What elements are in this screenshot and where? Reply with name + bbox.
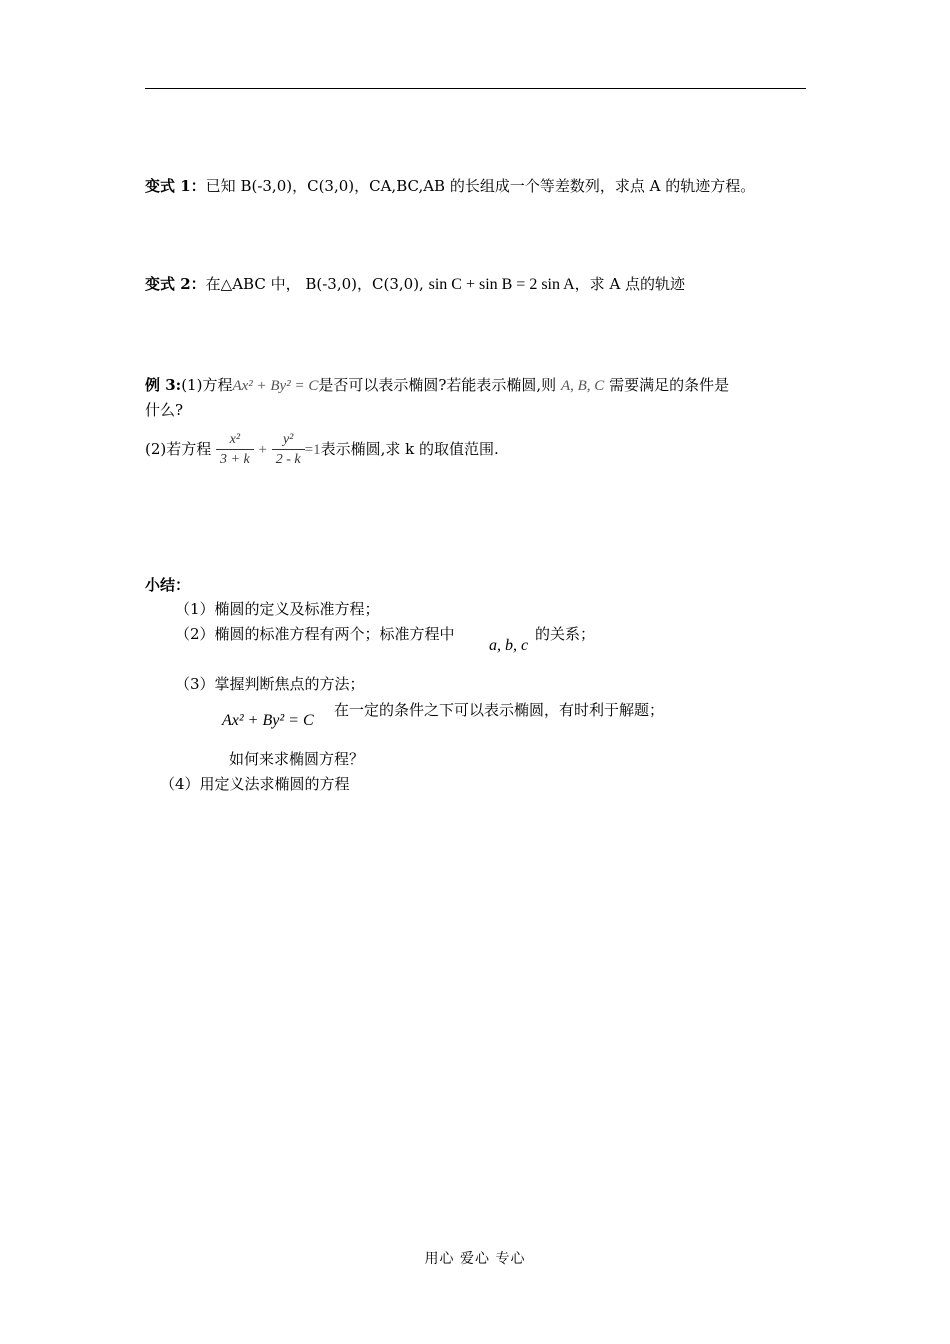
example3-part1-prefix: (1)方程 xyxy=(181,376,233,394)
example3-part2-prefix: (2)若方程 xyxy=(145,440,212,458)
summary-item2-prefix: （2）椭圆的标准方程有两个；标准方程中 xyxy=(175,625,455,643)
summary-question: 如何来求椭圆方程？ xyxy=(229,750,365,768)
fraction-y-numerator: y² xyxy=(282,431,294,447)
summary-item3-text: 在一定的条件之下可以表示椭圆，有时利于解题； xyxy=(334,701,665,719)
fraction-x-numerator: x² xyxy=(229,431,241,447)
summary-item4: （4）用定义法求椭圆的方程 xyxy=(160,775,350,793)
summary-item2-suffix: 的关系； xyxy=(535,625,596,643)
example3-label: 例 3: xyxy=(145,376,182,394)
variant2-text: 在△ABC 中， B(-3,0)，C(3,0), xyxy=(205,275,424,293)
variant1-label: 变式 1： xyxy=(145,177,206,195)
fraction-x xyxy=(216,431,254,470)
summary-item2 xyxy=(175,624,455,644)
example3-line1b xyxy=(145,400,183,420)
page-footer: 用心 爱心 专心 xyxy=(424,1251,526,1267)
example3-part1-vars: A, B, C xyxy=(560,378,605,394)
variant2-text-after: ，求 A 点的轨迹 xyxy=(574,275,686,293)
summary-title: 小结： xyxy=(145,576,191,594)
variant2-formula: sin C + sin B = 2 sin A xyxy=(428,276,575,293)
header-rule xyxy=(145,88,806,89)
example3-part2-suffix: 表示椭圆,求 k 的取值范围. xyxy=(320,440,499,458)
equals-one: =1 xyxy=(304,442,321,458)
summary-item3: （3）掌握判断焦点的方法； xyxy=(175,675,365,693)
variant1-text: 已知 B(-3,0)，C(3,0)，CA,BC,AB 的长组成一个等差数列，求点 A 的轨迹方程。 xyxy=(205,177,756,195)
summary-item1: （1）椭圆的定义及标准方程； xyxy=(175,600,380,618)
example3-line1 xyxy=(145,375,729,396)
plus-sign: + xyxy=(258,442,267,458)
fraction-x-denominator: 3 + k xyxy=(216,449,254,470)
example3-part1-suffix: 需要满足的条件是 xyxy=(609,376,730,394)
variant2-label: 变式 2： xyxy=(145,275,206,293)
example3-part1-line2: 什么? xyxy=(145,401,184,419)
example3-part1-mid: 是否可以表示椭圆?若能表示椭圆,则 xyxy=(318,376,557,394)
summary-item2-vars: a, b, c xyxy=(489,637,529,654)
summary-item3-formula: Ax² + By² = C xyxy=(222,712,314,729)
fraction-y xyxy=(272,431,305,470)
example3-part1-formula: Ax² + By² = C xyxy=(232,378,319,394)
example3-line2 xyxy=(145,426,499,473)
variant2-line xyxy=(145,274,685,295)
fraction-y-denominator: 2 - k xyxy=(272,449,305,470)
variant1-line xyxy=(145,176,755,196)
